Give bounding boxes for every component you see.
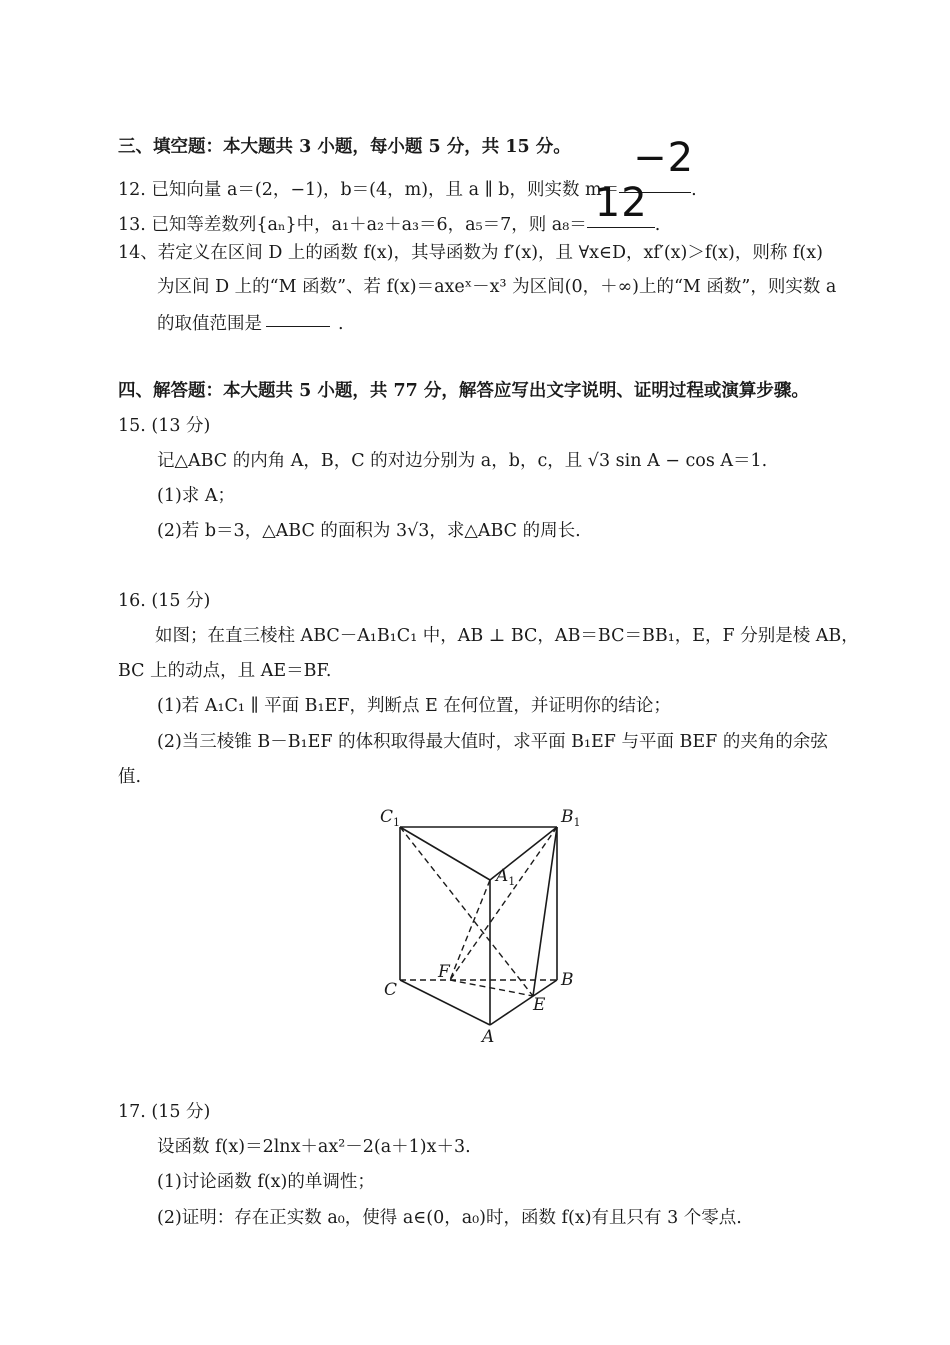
question-17-title: 17. (15 分) [118, 1102, 211, 1122]
question-16-part-2b: 值. [118, 767, 142, 787]
question-13-answer-blank [587, 180, 655, 230]
question-16-part-1: (1)若 A₁C₁ ∥ 平面 B₁EF，判断点 E 在何位置，并证明你的结论； [157, 696, 671, 716]
prism-figure [370, 800, 600, 1050]
label-f: F [438, 962, 450, 982]
label-c1: $C_1$ [380, 807, 401, 829]
question-12-handwritten-answer: −2 [633, 135, 695, 181]
question-15-part-1: (1)求 A； [157, 486, 235, 506]
question-14-line-3-text: 的取值范围是 [157, 314, 262, 334]
question-17-part-1: (1)讨论函数 f(x)的单调性； [157, 1172, 375, 1192]
question-14-end: . [338, 314, 344, 334]
label-e: E [533, 995, 546, 1015]
dashed-c1-e [400, 827, 533, 996]
section3-heading: 三、填空题：本大题共 3 小题，每小题 5 分，共 15 分。 [118, 137, 571, 157]
question-14-line-3 [157, 309, 344, 337]
label-b1: $B_1$ [561, 807, 581, 829]
question-17-part-2: (2)证明：存在正实数 a₀，使得 a∈(0，a₀)时，函数 f(x)有且只有 3 个零点. [157, 1208, 742, 1228]
dashed-a1-f [450, 880, 490, 980]
question-12-end: . [691, 180, 697, 200]
question-17-stem: 设函数 f(x)＝2lnx＋ax²－2(a＋1)x＋3. [157, 1137, 471, 1157]
label-c: C [384, 980, 398, 1000]
question-16-stem-1: 如图；在直三棱柱 ABC－A₁B₁C₁ 中，AB ⊥ BC，AB＝BC＝BB₁，E，F 分别是棱 AB， [155, 626, 859, 646]
label-b: B [561, 970, 574, 990]
label-a: A [482, 1027, 495, 1047]
question-13-handwritten-answer: 12 [594, 180, 648, 226]
edge-c1-a1 [400, 827, 490, 880]
dashed-f-e [450, 980, 533, 996]
label-a1: $A_1$ [496, 866, 516, 888]
edge-c-a [400, 980, 490, 1025]
dashed-b1-f [450, 827, 557, 980]
question-16-stem-2: BC 上的动点，且 AE＝BF. [118, 661, 332, 681]
question-15-part-2: (2)若 b＝3，△ABC 的面积为 3√3，求△ABC 的周长. [157, 521, 581, 541]
question-16-part-2a: (2)当三棱锥 B－B₁EF 的体积取得最大值时，求平面 B₁EF 与平面 BEF 的夹角的余弦 [157, 732, 828, 752]
question-14-line-1: 14、若定义在区间 D 上的函数 f(x)，其导函数为 f′(x)，且 ∀x∈D，xf′(x)＞f(x)，则称 f(x) [118, 243, 823, 263]
question-13-end: . [654, 215, 661, 235]
question-14-answer-blank [266, 309, 330, 329]
prism-diagram [370, 800, 600, 1050]
segment-b1-e [533, 827, 557, 996]
section4-heading: 四、解答题：本大题共 5 小题，共 77 分，解答应写出文字说明、证明过程或演算步骤。 [118, 381, 809, 401]
question-16-title: 16. (15 分) [118, 591, 211, 611]
question-15-title: 15. (13 分) [118, 416, 211, 436]
edge-a-b [490, 980, 557, 1025]
question-14-line-2: 为区间 D 上的“M 函数”、若 f(x)＝axeˣ－x³ 为区间(0，＋∞)上的“M 函数”，则实数 a [157, 277, 837, 297]
question-15-stem: 记△ABC 的内角 A，B，C 的对边分别为 a，b，c，且 √3 sin A − cos A＝1. [157, 451, 768, 471]
question-12-text: 12. 已知向量 a＝(2，−1)，b＝(4，m)，且 a ∥ b，则实数 m＝ [118, 180, 620, 200]
question-13-text: 13. 已知等差数列{aₙ}中，a₁＋a₂＋a₃＝6，a₅＝7，则 a₈＝ [118, 215, 587, 235]
